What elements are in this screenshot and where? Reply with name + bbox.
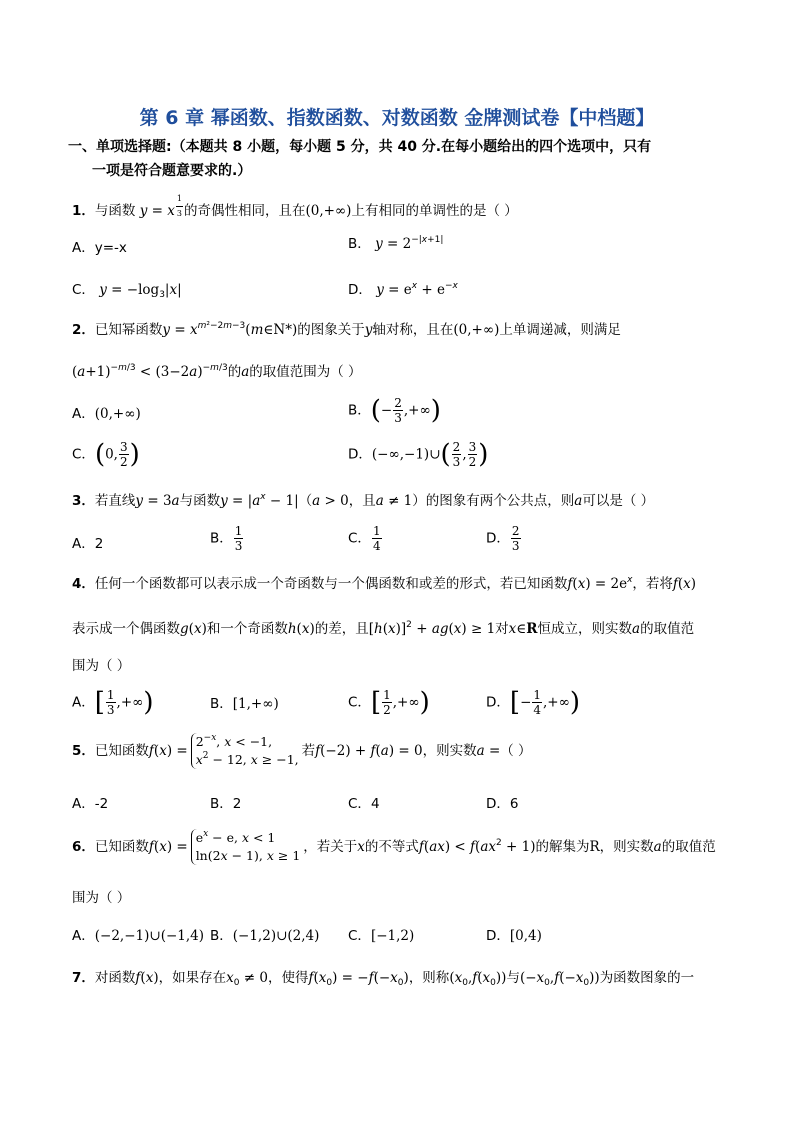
q6-option-c[interactable]: C．[−1,2) [348, 928, 415, 944]
q5-option-b[interactable]: B．2 [210, 796, 242, 812]
q3-option-d[interactable]: D． $\frac{2}{3}$ [486, 524, 520, 553]
question-2-line2: $(a+1)^{-m/3} < (3-2a)^{-m/3}$的a的取值范围为（ ） [72, 363, 362, 380]
question-2: 2．已知幂函数$y = x^{m^2-2m-3}(m\in N*)$的图象关于y轴对称，且在(0,+∞)上单调递减，则满足 [72, 321, 621, 338]
q4-option-a[interactable]: A．[ $\frac{1}{3}$ ,+∞) [72, 687, 154, 718]
q2-option-b[interactable]: B．(− $\frac{2}{3}$ ,+∞) [348, 395, 441, 426]
q3-option-b[interactable]: B． $\frac{1}{3}$ [210, 524, 243, 553]
q1-option-c[interactable]: C． $y = -\log_3|x|$ [72, 282, 182, 300]
q4-option-d[interactable]: D．[− $\frac{1}{4}$ ,+∞) [486, 687, 581, 718]
question-6-line2: 围为（ ） [72, 890, 131, 906]
q6-option-a[interactable]: A．(−2,−1)∪(−1,4) [72, 928, 205, 944]
question-4-line2: 表示成一个偶函数g(x)和一个奇函数h(x)的差，且$[h(x)]^2 + ag(x) \ge 1$对x∈R恒成立，则实数a的取值范 [72, 620, 695, 637]
q3-option-c[interactable]: C． $\frac{1}{4}$ [348, 524, 381, 553]
question-3: 3．若直线y = 3a与函数$y = |a^x - 1|(a > 0$，且a ≠ 1）的图象有两个公共点，则a可以是（ ） [72, 492, 655, 509]
q5-option-d[interactable]: D．6 [486, 796, 519, 812]
question-1: 1．与函数 y = x $^{\frac{1}{3}}$ 的奇偶性相同，且在(0,+∞)上有相同的单调性的是（ ） [72, 194, 518, 219]
q2-option-c[interactable]: C．(0, $\frac{3}{2}$ ) [72, 439, 140, 470]
q1-option-d[interactable]: D． $y = e^x + e^{-x}$ [348, 281, 458, 298]
section-heading-cont: 一项是符合题意要求的.） [92, 163, 252, 179]
q2-option-a[interactable]: A．(0,+∞) [72, 406, 141, 422]
question-7: 7．对函数f(x)，如果存在$x_0 \ne 0$，使得$f(x_0) = -f(-x_0)$，则称$(x_0,f(x_0))$与$(-x_0,f(-x_0))$为函数图象的一 [72, 970, 695, 988]
q1-option-b[interactable]: B． $y = 2^{-|x+1|}$ [348, 235, 444, 252]
q1-option-a[interactable]: A．y=-x [72, 240, 127, 256]
q5-option-a[interactable]: A．-2 [72, 796, 109, 812]
question-number: 1． [72, 203, 95, 219]
q4-option-b[interactable]: B．[1,+∞) [210, 696, 279, 712]
question-5: 5．已知函数f(x) = $2^{-x}$, x < −1, $x^2 - 12$, x ≥ −1, 若f(−2) + f(a) = 0，则实数a =（ ） [72, 733, 532, 767]
question-4-line3: 围为（ ） [72, 658, 131, 674]
page-title: 第 6 章 幂函数、指数函数、对数函数 金牌测试卷【中档题】 [139, 107, 655, 129]
section-heading: 一、单项选择题:（本题共 8 小题，每小题 5 分，共 40 分.在每小题给出的四个选项中，只有 [68, 139, 652, 155]
q6-option-d[interactable]: D．[0,4) [486, 928, 542, 944]
question-6: 6．已知函数f(x) = $e^x - e$, x < 1 ln(2x − 1), x ≥ 1 ，若关于x的不等式$f(ax) < f(ax^2 + 1)$的解集为R，则实数a的取值范 [72, 829, 716, 863]
q5-option-c[interactable]: C．4 [348, 796, 380, 812]
q2-option-d[interactable]: D．(−∞,−1)∪( $\frac{2}{3}$ , $\frac{3}{2}$ ) [348, 439, 489, 470]
q3-option-a[interactable]: A．2 [72, 536, 104, 552]
q4-option-c[interactable]: C．[ $\frac{1}{2}$ ,+∞) [348, 687, 430, 718]
q6-option-b[interactable]: B．(−1,2)∪(2,4) [210, 928, 320, 944]
question-4: 4．任何一个函数都可以表示成一个奇函数与一个偶函数和或差的形式，若已知函数$f(x) = 2e^x$，若将f(x) [72, 575, 697, 592]
